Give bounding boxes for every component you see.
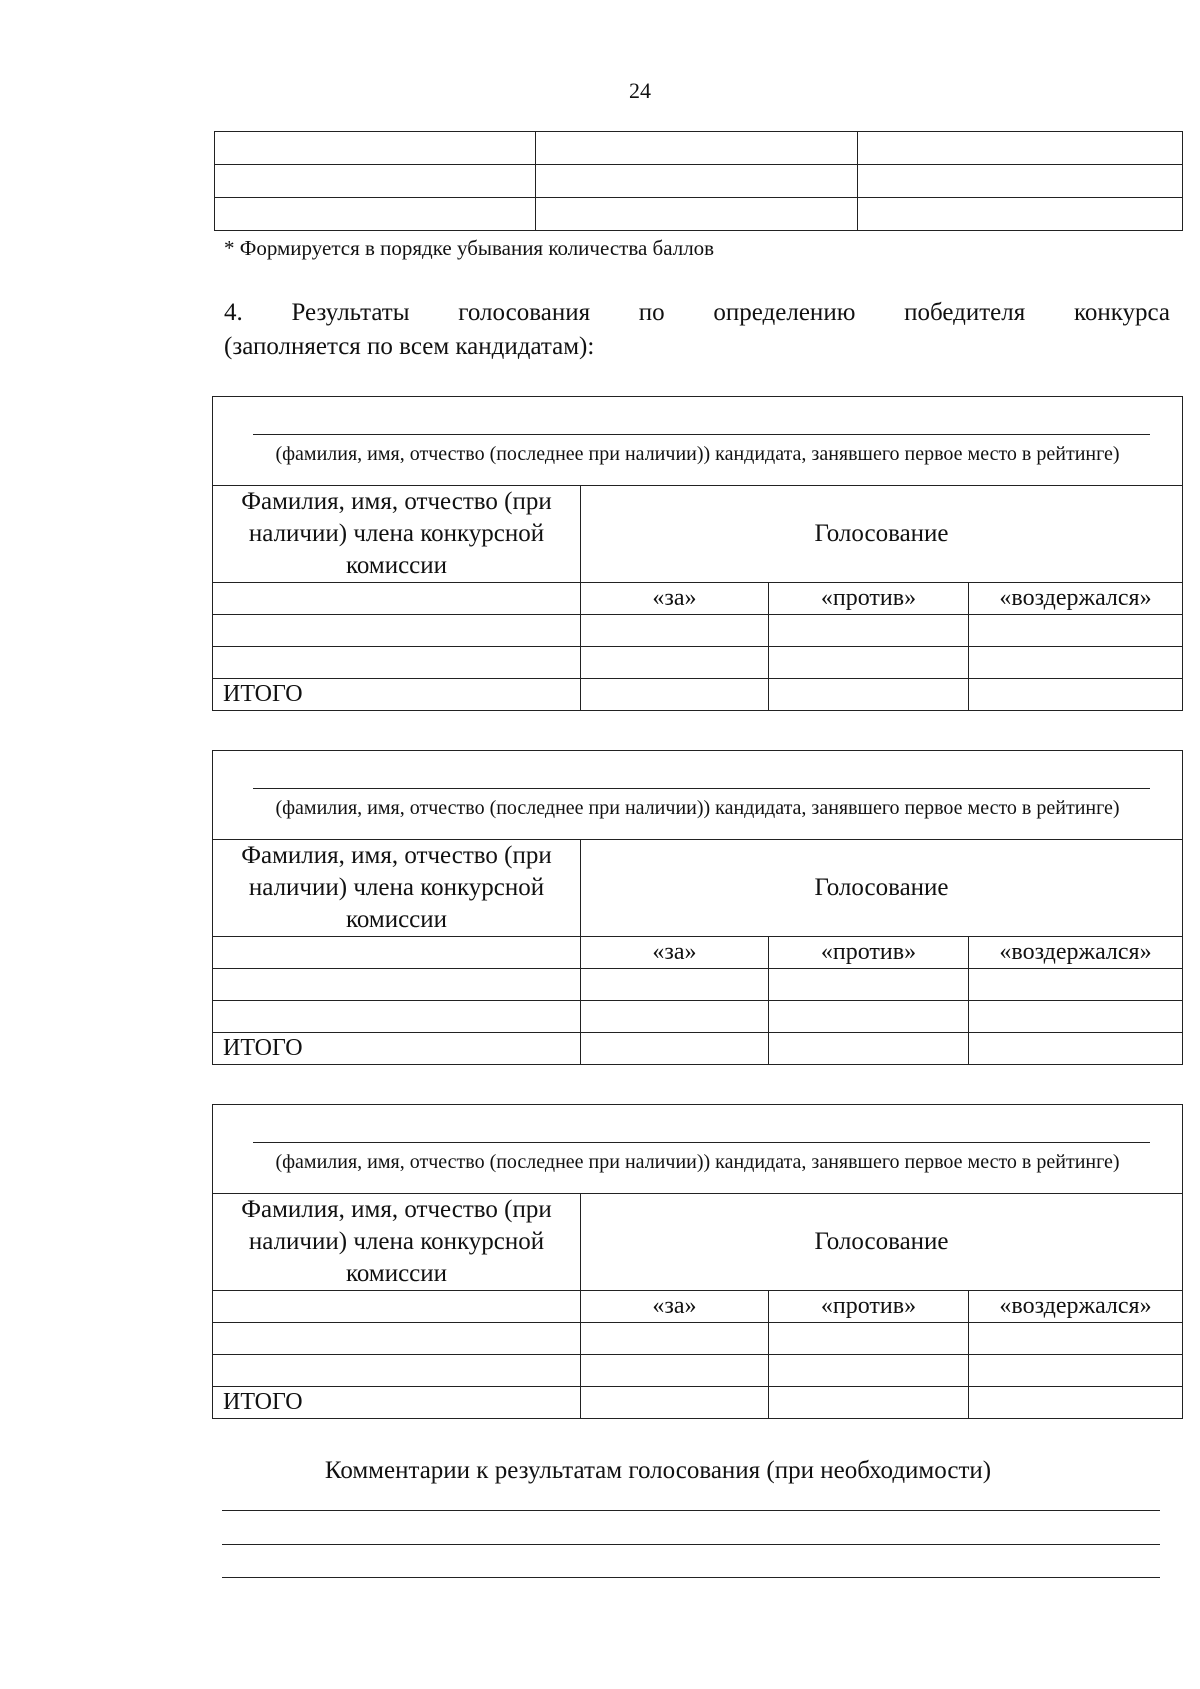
table-row: [215, 132, 1183, 165]
candidate-name-cell: [213, 397, 1183, 486]
candidate-name-cell: [213, 1105, 1183, 1194]
vote-table-2: [212, 750, 1183, 1065]
comment-line: [222, 1544, 1160, 1545]
option-against: «против»: [769, 583, 969, 615]
option-for: «за»: [581, 937, 769, 969]
member-name-header: Фамилия, имя, отчество (при наличии) члена конкурсной комиссии: [213, 840, 581, 937]
table-row: [213, 647, 1183, 679]
table-cell: [215, 165, 536, 198]
member-name-header: Фамилия, имя, отчество (при наличии) члена конкурсной комиссии: [213, 486, 581, 583]
option-abstained: «воздержался»: [969, 1291, 1183, 1323]
candidate-name-cell: [213, 751, 1183, 840]
table-row: [213, 1323, 1183, 1355]
table-cell: [536, 198, 858, 231]
table-cell: [213, 1291, 581, 1323]
vote-table-1: [212, 396, 1183, 711]
candidate-name-line: [253, 1142, 1150, 1143]
candidate-caption: (фамилия, имя, отчество (последнее при наличии)) кандидата, занявшего первое место в рейтинге): [275, 1150, 1120, 1173]
candidate-name-line: [253, 788, 1150, 789]
section-4-heading: [224, 296, 1170, 364]
candidate-name-line: [253, 434, 1150, 435]
table-row: [213, 969, 1183, 1001]
comments-title: Комментарии к результатам голосования (при необходимости): [324, 1457, 992, 1484]
option-for: «за»: [581, 1291, 769, 1323]
page-number: 24: [629, 78, 651, 103]
comment-line: [222, 1577, 1160, 1578]
comment-line: [222, 1510, 1160, 1511]
table-cell: [858, 198, 1183, 231]
total-label: ИТОГО: [213, 679, 581, 711]
total-label: ИТОГО: [213, 1033, 581, 1065]
table-cell: [213, 583, 581, 615]
table-cell: [215, 198, 536, 231]
candidate-caption: (фамилия, имя, отчество (последнее при наличии)) кандидата, занявшего первое место в рейтинге): [275, 796, 1120, 819]
vote-table-3: [212, 1104, 1183, 1419]
option-for: «за»: [581, 583, 769, 615]
table-row: [215, 198, 1183, 231]
score-table-continuation: [214, 131, 1183, 231]
voting-header: Голосование: [581, 486, 1183, 583]
option-against: «против»: [769, 1291, 969, 1323]
table-cell: [858, 132, 1183, 165]
option-against: «против»: [769, 937, 969, 969]
table-cell: [213, 937, 581, 969]
total-label: ИТОГО: [213, 1387, 581, 1419]
candidate-caption: (фамилия, имя, отчество (последнее при наличии)) кандидата, занявшего первое место в рейтинге): [275, 442, 1120, 465]
table-cell: [215, 132, 536, 165]
option-abstained: «воздержался»: [969, 583, 1183, 615]
table-cell: [536, 165, 858, 198]
table-cell: [858, 165, 1183, 198]
option-abstained: «воздержался»: [969, 937, 1183, 969]
table-cell: [536, 132, 858, 165]
table-row: [213, 1355, 1183, 1387]
table-row: [215, 165, 1183, 198]
table-row: [213, 1001, 1183, 1033]
voting-header: Голосование: [581, 1194, 1183, 1291]
voting-header: Голосование: [581, 840, 1183, 937]
section-4-line-1: 4. Результаты голосования по определению победителя конкурса: [224, 299, 1170, 326]
table-row: [213, 615, 1183, 647]
footnote: * Формируется в порядке убывания количества баллов: [224, 236, 715, 260]
member-name-header: Фамилия, имя, отчество (при наличии) члена конкурсной комиссии: [213, 1194, 581, 1291]
section-4-line-2: (заполняется по всем кандидатам):: [224, 333, 595, 360]
